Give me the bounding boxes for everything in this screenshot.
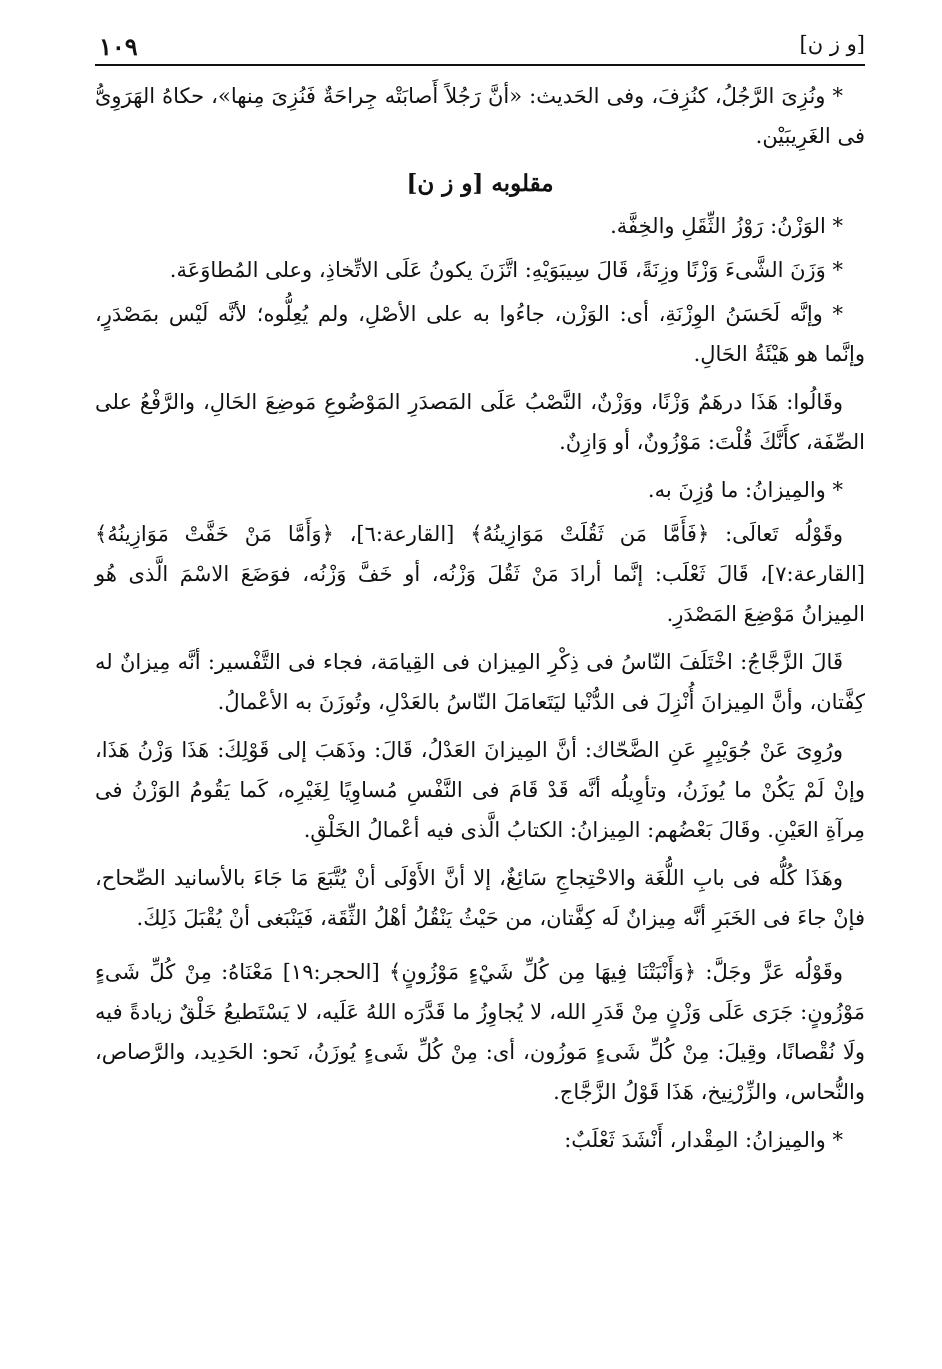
- paragraph-wazn-definition: * الوَزْنُ: رَوْزُ الثِّقَلِ والخِفَّة.: [610, 214, 843, 238]
- paragraph-wizna: * وإنَّه لَحَسَنُ الوِزْنَةِ، أى: الوَزْن، جاءُوا به على الأصْلِ، ولم يُعِلُّوه؛ لأنَّه لَيْس بمَصْدَرٍ، وإنَّما هو هَيْئَةُ الحَالِ.: [95, 302, 865, 366]
- paragraph-zajjaj: قَالَ الزَّجَّاجُ: اخْتَلَفَ النّاسُ فى ذِكْرِ المِيزان فى القِيامَة، فجاء فى التَّفْسير: أنَّه مِيزانٌ له كِفَّتان، وأنَّ المِيزانَ أُنْزِلَ فى الدُّنْيا ليَتَعامَلَ النّاسُ بالعَدْلِ، وتُوزَنَ به الأعْمالُ.: [95, 650, 865, 714]
- paragraph-qariah: وقَوْلُه تَعالَى: ﴿فَأَمَّا مَن ثَقُلَتْ مَوَازِينُهُ﴾ [القارعة:٦]، ﴿وَأَمَّا مَنْ خَفَّتْ مَوَازِينُهُ﴾ [القارعة:٧]، قَالَ ثَعْلَب: إنَّما أرادَ مَنْ ثَقُلَ وَزْنُه، أو خَفَّ وَزْنُه، فوَضَعَ الاسْمَ الَّذى هُو المِيزانُ مَوْضِعَ المَصْدَرِ.: [95, 522, 865, 626]
- paragraph-lugha: وهَذَا كُلُّه فى بابِ اللُّغَة والاحْتِجاجِ سَائِغٌ، إلا أنَّ الأَوْلَى أنْ يُتَّبَعَ مَا جَاءَ بالأسانيد الصِّحاح، فإنْ جاءَ فى الخَبَرِ أنَّه مِيزانٌ لَه كِفَّتان، من حَيْثُ يَنْقُلُ أهْلُ الثِّقَة، فَيَنْبَغى أنْ يُقْبَلَ ذَلِكَ.: [95, 866, 865, 930]
- page-number: ١٠٩: [99, 32, 138, 61]
- paragraph-dirham: وقَالُوا: هَذَا درهَمٌ وَزْنًا، ووَزْنٌ، النَّصْبُ عَلَى المَصدَرِ المَوْضُوعِ مَوضِعَ الحَالِ، والرَّفْعُ على الصِّفَة، كأَنَّكَ قُلْتَ: مَوْزُونٌ، أو وَازِنٌ.: [95, 390, 865, 454]
- paragraph-nuzia: * ونُزِىَ الرَّجُلُ، كنُزِفَ، وفى الحَديث: «أنَّ رَجُلاً أَصابَتْه جِراحَةٌ فَنُزِىَ مِنها»، حكاهُ الهَرَوِىُّ فى الغَرِيبَيْن.: [95, 84, 865, 148]
- book-page: [95, 24, 865, 1164]
- page-content: [95, 66, 865, 1160]
- running-header: [95, 24, 865, 66]
- paragraph-miqdar: * والمِيزانُ: المِقْدار، أَنْشَدَ ثَعْلَبٌ:: [564, 1128, 843, 1152]
- paragraph-mizan: * والمِيزانُ: ما وُزِنَ به.: [647, 478, 843, 502]
- section-heading: مقلوبه [و ز ن]: [406, 170, 554, 197]
- paragraph-dahhak: ورُوِىَ عَنْ جُوَيْبِرٍ عَنِ الضَّحّاك: أنَّ المِيزانَ العَدْلُ، قَالَ: وذَهَبَ إلى قَوْلِكَ: هَذَا وَزْنُ هَذَا، وإنْ لَمْ يَكُنْ ما يُوزَنُ، وتأوِيلُه أنَّه قَدْ قَامَ فى النَّفْسِ مُساوِيًا لِغَيْرِه، كَما يَقُومُ الوَزْنُ فى مِرآةِ العَيْنِ. وقَالَ بَعْضُهم: المِيزانُ: الكتابُ الَّذى فيه أعْمالُ الخَلْقِ.: [95, 738, 865, 842]
- paragraph-wazana: * وَزَنَ الشَّىءَ وَزْنًا وزِنَةً، قَالَ سِيبَوَيْهِ: اتَّزَنَ يكونُ عَلَى الاتِّخاذِ، وعلى المُطاوَعَة.: [169, 258, 843, 282]
- paragraph-hijr: وقَوْلُه عَزَّ وجَلَّ: ﴿وَأَنْبَتْنَا فِيهَا مِن كُلِّ شَيْءٍ مَوْزُونٍ﴾ [الحجر:١٩] مَعْنَاهُ: مِنْ كُلِّ شَىءٍ مَوْزُونٍ: جَرَى عَلَى وَزْنٍ مِنْ قَدَرِ الله، لا يُجاوِزُ ما قَدَّرَه اللهُ عَلَيه، لا يَسْتَطيعُ خَلْقٌ زيادةً فيه ولَا نُقْصانًا، وقِيلَ: مِنْ كُلِّ شَىءٍ مَوزُون، أى: مِنْ كُلِّ شَىءٍ يُوزَنُ، نَحو: الحَدِيد، والرَّصاص، والنُّحاس، والزِّرْنِيخ، هَذَا قَوْلُ الزَّجَّاج.: [95, 960, 865, 1104]
- header-root-label: [و ز ن]: [799, 32, 865, 56]
